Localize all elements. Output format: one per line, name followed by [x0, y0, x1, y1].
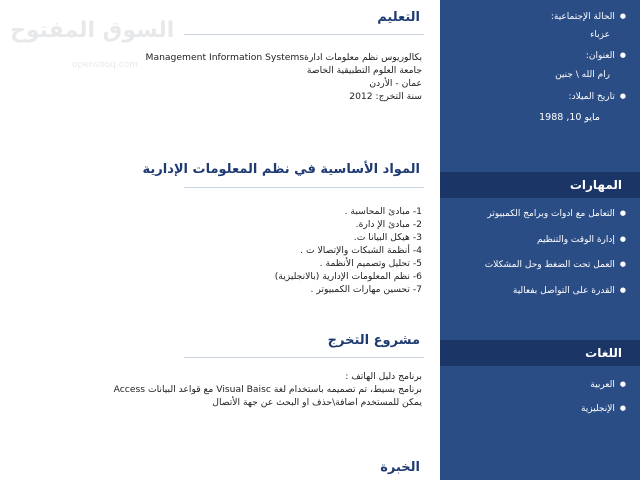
subject-item: 2- مبادئ الإ دارة.: [355, 219, 422, 230]
watermark-latin: opensooq.com: [72, 60, 138, 70]
address-label: ● العنوان:: [586, 51, 626, 61]
birthdate-label: ● تاريخ الميلاد:: [569, 92, 626, 102]
skill-item: ● إدارة الوقت والتنظيم: [537, 235, 626, 245]
subject-item: 5- تحليل وتصميم الأنظمة .: [319, 258, 422, 269]
project-line: برنامج دليل الهاتف :: [345, 371, 422, 382]
address-value: رام الله \ جنين: [555, 70, 610, 80]
project-body: [102, 370, 422, 409]
subject-item: 6- نظم المعلومات الإدارية (بالانجليزية): [274, 271, 422, 282]
project-line: يمكن للمستخدم اضافة\حذف او البحث عن جهة الأتصال: [212, 397, 422, 408]
education-line: سنة التخرج: 2012: [349, 91, 422, 102]
education-line: بكالوريوس نظم معلومات ادارةManagement Information Systems: [145, 52, 422, 63]
skill-item: ● التعامل مع ادوات وبرامج الكمبيوتر: [487, 209, 626, 219]
language-item: ● العربية: [590, 380, 626, 390]
skill-item: ● القدرة على التواصل بفعالية: [513, 286, 626, 296]
watermark-arabic: السوق المفتوح: [10, 18, 175, 43]
marital-status-label: ● الحالة الإجتماعية:: [551, 12, 626, 22]
education-line: جامعة العلوم التطبيقية الخاصة: [306, 65, 422, 76]
experience-title: الخبرة: [380, 460, 420, 475]
education-body: [102, 51, 422, 103]
subject-item: 1- مبادئ المحاسبة .: [344, 206, 422, 217]
skill-item: ● العمل تحت الضغط وحل المشكلات: [485, 260, 626, 270]
language-item: ● الإنجليزية: [581, 404, 626, 414]
subjects-divider: [184, 187, 424, 188]
project-line: برنامج بسيط، تم تصميمه باستخدام لغة Visual Baisc مع قواعد البيانات Access: [113, 384, 422, 395]
education-divider: [184, 34, 424, 35]
languages-title: اللغات: [585, 346, 622, 360]
sidebar: [440, 0, 640, 480]
subject-item: 4- أنظمة الشبكات والإتصالا ت .: [300, 245, 422, 256]
subject-item: 7- تحسين مهارات الكمبيوتر .: [310, 284, 422, 295]
project-title: مشروع التخرج: [327, 333, 420, 348]
project-divider: [184, 357, 424, 358]
subject-item: 3- هيكل البيانا ت.: [353, 232, 422, 243]
marital-status-value: عزباء: [590, 30, 610, 40]
education-line: عمان - الأردن: [369, 78, 422, 89]
education-title: التعليم: [377, 10, 420, 25]
subjects-title: المواد الأساسية في نظم المعلومات الإدارية: [142, 162, 420, 177]
skills-title: المهارات: [569, 178, 622, 192]
birthdate-value: مايو 10, 1988: [539, 112, 600, 123]
subjects-list: [102, 205, 422, 296]
